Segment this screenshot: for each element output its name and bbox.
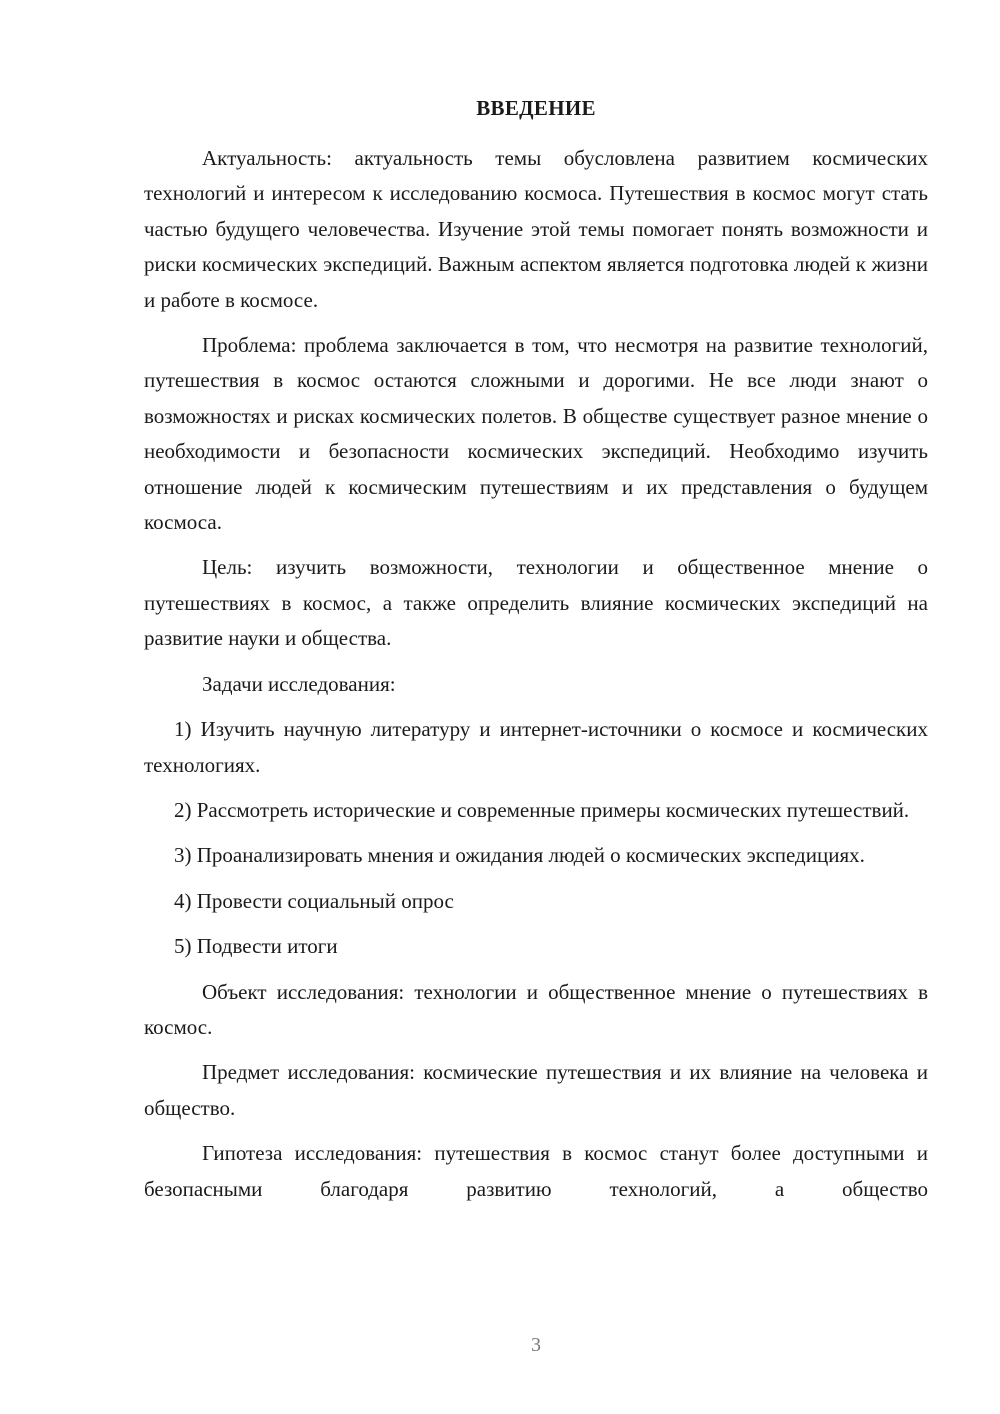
page-number: 3 [531,1334,541,1356]
paragraph-problem: Проблема: проблема заключается в том, что несмотря на развитие технологий, путешествия в космос остаются сложными и дорогими. Не все люди знают о возможностях и рисках космических полетов. В обществе существует разное мнение о необходимости и безопасности космических экспедиций. Необходимо изучить отношение людей к космическим путешествиям и их представления о будущем космоса. [144,333,928,535]
task-item-1: 1) Изучить научную литературу и интернет-источники о космосе и космических технологиях. [144,717,928,777]
paragraph-subject: Предмет исследования: космические путешествия и их влияние на человека и общество. [144,1060,928,1120]
page-title: ВВЕДЕНИЕ [476,96,596,120]
paragraph-hypothesis: Гипотеза исследования: путешествия в космос станут более доступными и безопасными благодаря развитию технологий, а общество [144,1141,928,1201]
document-body [144,141,928,1207]
paragraph-object: Объект исследования: технологии и общественное мнение о путешествиях в космос. [144,979,928,1039]
paragraph-tasks-heading: Задачи исследования: [202,671,396,696]
task-item-2: 2) Рассмотреть исторические и современные примеры космических путешествий. [174,797,910,822]
task-item-4: 4) Провести социальный опрос [174,888,454,913]
task-item-5: 5) Подвести итоги [174,934,338,959]
task-item-3: 3) Проанализировать мнения и ожидания людей о космических экспедициях. [174,843,865,868]
paragraph-goal: Цель: изучить возможности, технологии и общественное мнение о путешествиях в космос, а также определить влияние космических экспедиций на развитие науки и общества. [144,555,928,651]
paragraph-relevance: Актуальность: актуальность темы обусловлена развитием космических технологий и интересом к исследованию космоса. Путешествия в космос могут стать частью будущего человечества. Изучение этой темы помогает понять возможности и риски космических экспедиций. Важным аспектом является подготовка людей к жизни и работе в космосе. [144,146,928,312]
